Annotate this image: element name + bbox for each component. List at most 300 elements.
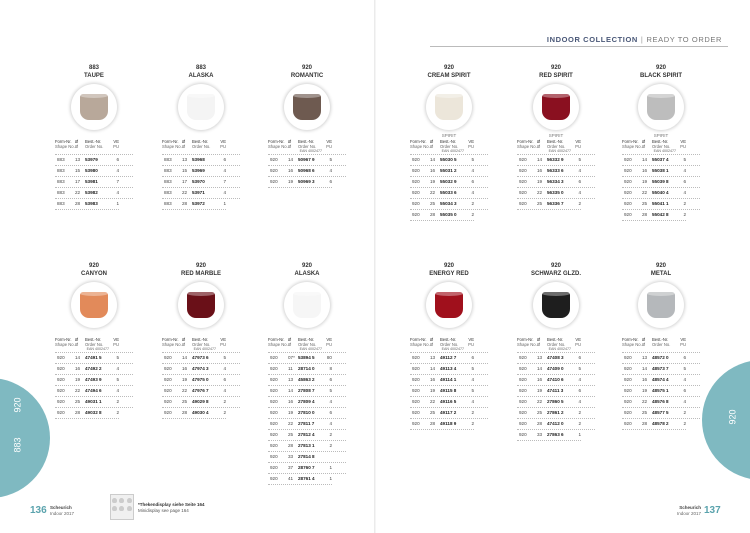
cell-order-number: 55034 3 [440,201,457,206]
product-shape-number: 920 [655,65,666,71]
cell-order-number: 27863 6 [547,432,564,437]
cell-diameter: 25 [288,432,294,437]
table-row [622,198,700,209]
table-row [162,165,240,176]
ean-prefix: EAN 4002477 [548,347,571,351]
table-row [268,176,346,187]
product-card [268,65,346,188]
cell-diameter: 28 [182,410,188,415]
cell-diameter: 16 [537,377,543,382]
table-row [268,451,346,462]
cell-order-number: 47975 0 [192,377,209,382]
header-dia-en: Ø [642,342,646,347]
cell-diameter: 25 [430,201,436,206]
table-row [622,209,700,220]
cell-pu: 4 [578,399,581,404]
header-order-en: Order No. [85,342,104,347]
cell-pu: 2 [578,201,581,206]
cell-pu: 2 [116,410,119,415]
product-photo [178,282,224,328]
table-end-rule [517,209,581,210]
cell-pu: 6 [223,157,226,162]
table-header [517,337,595,347]
cell-diameter: 22 [642,190,648,195]
product-card [410,65,488,221]
cell-order-number: 27814 8 [298,454,315,459]
cell-shape: 920 [412,212,420,217]
cell-order-number: 47412 0 [547,421,564,426]
table-row [410,187,488,198]
table-row [410,407,488,418]
cell-order-number: 28760 7 [298,465,315,470]
cell-shape: 920 [519,388,527,393]
product-card [55,263,133,419]
cell-pu: 6 [223,377,226,382]
table-row [410,418,488,429]
cell-pu: 6 [329,410,332,415]
header-order-en: Order No. [440,342,459,347]
product-name: ALASKA [188,72,214,79]
table-header [410,337,488,347]
cell-order-number: 27860 5 [547,399,564,404]
product-name: ENERGY RED [429,270,469,277]
header-order: Best.-Nr. [298,139,315,144]
header-dia: Ø [182,139,186,144]
cell-shape: 920 [519,201,527,206]
cell-order-number: 28714 0 [298,366,315,371]
cell-order-number: 49116 5 [440,399,457,404]
cell-shape: 920 [519,421,527,426]
product-photo [71,282,117,328]
left-tab-label-bottom: 883 [12,437,23,453]
product-variant: SPIRIT [653,133,669,138]
product-card [268,263,346,485]
ean-prefix: EAN 4002477 [441,149,464,153]
cell-order-number: 53968 [192,157,205,162]
header-order: Best.-Nr. [85,337,102,342]
header-pu-en: PU [680,342,686,347]
cell-pu: 2 [471,212,474,217]
cell-pu: 5 [223,355,226,360]
cell-pu: 4 [471,377,474,382]
cell-pu: 4 [116,168,119,173]
cell-shape: 920 [624,157,632,162]
cell-shape: 920 [624,421,632,426]
cell-shape: 920 [270,410,278,415]
header-pu: VE [113,139,119,144]
cell-pu: 5 [329,388,332,393]
header-form-en: Shape No. [162,144,182,149]
table-row [517,176,595,187]
table-row [622,385,700,396]
product-shape-number: 920 [195,263,206,269]
cell-order-number: 49113 4 [440,366,457,371]
cell-order-number: 53972 [192,201,205,206]
cell-diameter: 13 [537,355,543,360]
cell-diameter: 41 [288,476,294,481]
product-variant [622,331,700,336]
product-variant [55,331,133,336]
header-pu: VE [220,139,226,144]
table-row [162,396,240,407]
header-dia: Ø [430,337,434,342]
cell-pu: 5 [471,366,474,371]
table-row [268,374,346,385]
table-row [410,396,488,407]
table-row [55,198,133,209]
section-header [547,35,722,44]
cell-order-number: 48572 0 [652,355,669,360]
cell-order-number: 50968 6 [298,168,315,173]
cell-diameter: 33 [537,432,543,437]
header-form: Form-Nr. [517,337,534,342]
cell-shape: 920 [270,157,278,162]
cell-pu: 2 [578,410,581,415]
cell-shape: 883 [164,179,172,184]
header-order-en: Order No. [652,144,671,149]
table-row [55,352,133,363]
table-row [268,440,346,451]
cell-diameter: 28 [642,212,648,217]
table-row [622,352,700,363]
cell-order-number: 49114 1 [440,377,457,382]
table-row [410,385,488,396]
cell-pu: 2 [329,443,332,448]
header-order: Best.-Nr. [298,337,315,342]
header-form: Form-Nr. [55,139,72,144]
header-pu: VE [326,139,332,144]
header-form-en: Shape No. [622,342,642,347]
table-end-rule [55,209,119,210]
cell-pu: 4 [116,190,119,195]
cell-shape: 920 [519,377,527,382]
cell-pu: 1 [329,476,332,481]
cell-diameter: 17 [182,179,188,184]
cell-diameter: 16 [642,377,648,382]
cell-pu: 6 [471,179,474,184]
cell-shape: 920 [164,366,172,371]
left-page-number: 136 [30,505,47,516]
cell-pu: 2 [223,410,226,415]
pot-image [435,94,463,120]
header-subtitle: READY TO ORDER [646,35,722,44]
pot-image [187,292,215,318]
cell-pu: 4 [116,366,119,371]
header-order-en: Order No. [298,342,317,347]
product-variant [162,133,240,138]
header-form: Form-Nr. [622,337,639,342]
cell-shape: 920 [164,410,172,415]
cell-shape: 920 [412,355,420,360]
cell-pu: 5 [116,377,119,382]
left-brand-name: Scheurich [50,505,72,510]
product-name: RED MARBLE [181,270,221,277]
cell-shape: 920 [412,388,420,393]
table-row [622,154,700,165]
cell-diameter: 19 [537,179,543,184]
table-row [55,363,133,374]
cell-pu: 4 [578,168,581,173]
header-form-en: Shape No. [268,144,288,149]
cell-diameter: 16 [430,168,436,173]
cell-pu: 2 [683,410,686,415]
table-row [622,374,700,385]
cell-diameter: 25 [430,410,436,415]
header-pu: VE [468,139,474,144]
table-row [517,165,595,176]
ean-prefix: EAN 4002477 [653,149,676,153]
header-form: Form-Nr. [622,139,639,144]
cell-order-number: 47976 7 [192,388,209,393]
table-row [55,396,133,407]
header-pu-en: PU [326,342,332,347]
cell-diameter: 19 [642,179,648,184]
table-row [162,176,240,187]
cell-diameter: 14 [642,157,648,162]
cell-pu: 4 [329,168,332,173]
table-end-rule [162,209,226,210]
cell-diameter: 33 [288,454,294,459]
cell-diameter: 22 [182,388,188,393]
table-row [517,363,595,374]
cell-shape: 920 [519,399,527,404]
header-order: Best.-Nr. [192,337,209,342]
table-end-rule [162,418,226,419]
header-dia-en: Ø [288,144,292,149]
product-shape-number: 920 [550,65,561,71]
product-variant: SPIRIT [441,133,457,138]
cell-order-number: 47491 5 [85,355,102,360]
header-order-en: Order No. [298,144,317,149]
cell-order-number: 27813 1 [298,443,315,448]
header-form-en: Shape No. [55,144,75,149]
cell-diameter: 37 [288,465,294,470]
table-row [268,418,346,429]
ean-prefix: EAN 4002477 [548,149,571,153]
cell-pu: 4 [329,399,332,404]
cell-order-number: 53979 [85,157,98,162]
table-row [55,385,133,396]
header-pu: VE [575,337,581,342]
cell-diameter: 07* [288,355,295,360]
header-pu: VE [680,337,686,342]
cell-shape: 920 [270,432,278,437]
product-photo [533,282,579,328]
table-row [410,352,488,363]
left-footer-brand [50,505,74,516]
product-shape-number: 920 [443,65,454,71]
cell-shape: 920 [412,190,420,195]
cell-diameter: 14 [288,157,294,162]
pot-image [80,94,108,120]
cell-pu: 4 [683,377,686,382]
table-row [268,363,346,374]
cell-diameter: 14 [642,366,648,371]
cell-pu: 6 [683,179,686,184]
header-order: Best.-Nr. [192,139,209,144]
product-shape-number: 920 [655,263,666,269]
header-dia: Ø [288,139,292,144]
header-form: Form-Nr. [410,139,427,144]
cell-order-number: 56335 0 [547,190,564,195]
cell-pu: 2 [471,421,474,426]
cell-order-number: 53982 [85,190,98,195]
cell-diameter: 14 [430,157,436,162]
cell-pu: 5 [471,388,474,393]
header-pu: VE [575,139,581,144]
cell-pu: 5 [683,366,686,371]
product-card [410,263,488,430]
cell-order-number: 53894 5 [298,355,315,360]
table-row [55,407,133,418]
header-form: Form-Nr. [410,337,427,342]
product-name: METAL [650,270,672,277]
cell-order-number: 49031 1 [85,399,102,404]
table-row [622,176,700,187]
table-row [268,385,346,396]
pot-image [293,94,321,120]
table-row [55,154,133,165]
header-dia-en: Ø [430,144,434,149]
cell-order-number: 49030 4 [192,410,209,415]
cell-order-number: 55040 4 [652,190,669,195]
cell-pu: 1 [329,465,332,470]
cell-diameter: 22 [288,421,294,426]
cell-order-number: 49112 7 [440,355,457,360]
cell-order-number: 47973 6 [192,355,209,360]
product-variant: SPIRIT [548,133,564,138]
right-tab-label: 920 [727,409,738,425]
cell-shape: 920 [624,179,632,184]
pot-image [542,292,570,318]
cell-shape: 920 [519,157,527,162]
table-header [268,139,346,149]
cell-diameter: 19 [642,388,648,393]
header-dia-en: Ø [288,342,292,347]
cell-pu [322,452,332,462]
display-note [138,502,205,514]
header-form-en: Shape No. [410,342,430,347]
cell-pu: 5 [578,157,581,162]
product-photo [284,84,330,130]
cell-shape: 920 [412,201,420,206]
cell-shape: 920 [412,366,420,371]
cell-order-number: 47411 3 [547,388,564,393]
table-row [268,462,346,473]
mini-display-image [110,494,134,520]
ean-prefix: EAN 4002477 [299,347,322,351]
table-row [268,473,346,484]
cell-shape: 883 [164,190,172,195]
header-order: Best.-Nr. [652,139,669,144]
cell-order-number: 55031 2 [440,168,457,173]
cell-pu: 4 [683,399,686,404]
table-row [268,396,346,407]
cell-order-number: 48575 1 [652,388,669,393]
cell-shape: 920 [270,355,278,360]
cell-shape: 920 [624,190,632,195]
cell-order-number: 49032 8 [85,410,102,415]
cell-pu: 2 [223,399,226,404]
cell-order-number: 48576 8 [652,399,669,404]
header-order: Best.-Nr. [547,139,564,144]
header-dia: Ø [537,337,541,342]
product-photo [284,282,330,328]
product-name: TAUPE [84,72,104,79]
cell-shape: 883 [57,201,65,206]
table-end-rule [268,187,332,188]
table-row [517,418,595,429]
cell-shape: 883 [57,190,65,195]
cell-pu: 2 [683,421,686,426]
table-row [162,385,240,396]
table-row [410,374,488,385]
header-dia: Ø [75,337,79,342]
header-pu-en: PU [113,144,119,149]
table-row [410,209,488,220]
cell-shape: 883 [164,157,172,162]
product-name: CANYON [80,270,107,277]
cell-order-number: 55035 0 [440,212,457,217]
cell-diameter: 28 [430,421,436,426]
header-dia-en: Ø [537,342,541,347]
cell-pu: 4 [223,190,226,195]
cell-diameter: 13 [182,157,188,162]
header-order: Best.-Nr. [652,337,669,342]
header-pu-en: PU [326,144,332,149]
product-variant [268,133,346,138]
header-separator: | [640,35,644,44]
header-pu: VE [113,337,119,342]
cell-shape: 883 [164,168,172,173]
cell-order-number: 48573 7 [652,366,669,371]
cell-pu: 4 [578,377,581,382]
table-end-rule [410,429,474,430]
cell-shape: 920 [624,410,632,415]
cell-order-number: 55037 4 [652,157,669,162]
cell-shape: 920 [624,168,632,173]
product-shape-number: 883 [195,65,206,71]
cell-pu: 6 [683,388,686,393]
header-order: Best.-Nr. [85,139,102,144]
table-header [268,337,346,347]
cell-diameter: 25 [537,410,543,415]
cell-pu: 2 [116,399,119,404]
product-photo [533,84,579,130]
header-pu: VE [468,337,474,342]
pot-image [647,292,675,318]
cell-order-number: 28761 4 [298,476,315,481]
header-form: Form-Nr. [268,139,285,144]
cell-order-number: 27811 7 [298,421,315,426]
cell-diameter: 28 [75,410,81,415]
cell-shape: 920 [270,366,278,371]
cell-pu: 5 [471,157,474,162]
cell-diameter: 25 [642,201,648,206]
product-card [622,65,700,221]
left-catalog-name: Indoor 2017 [50,510,75,516]
cell-shape: 920 [519,179,527,184]
table-row [622,418,700,429]
header-pu-en: PU [468,342,474,347]
product-name: ROMANTIC [290,72,324,79]
product-shape-number: 920 [443,263,454,269]
product-photo [638,282,684,328]
header-form-en: Shape No. [55,342,75,347]
cell-shape: 920 [270,179,278,184]
cell-pu: 4 [578,190,581,195]
left-tab-label-top: 920 [12,397,23,413]
